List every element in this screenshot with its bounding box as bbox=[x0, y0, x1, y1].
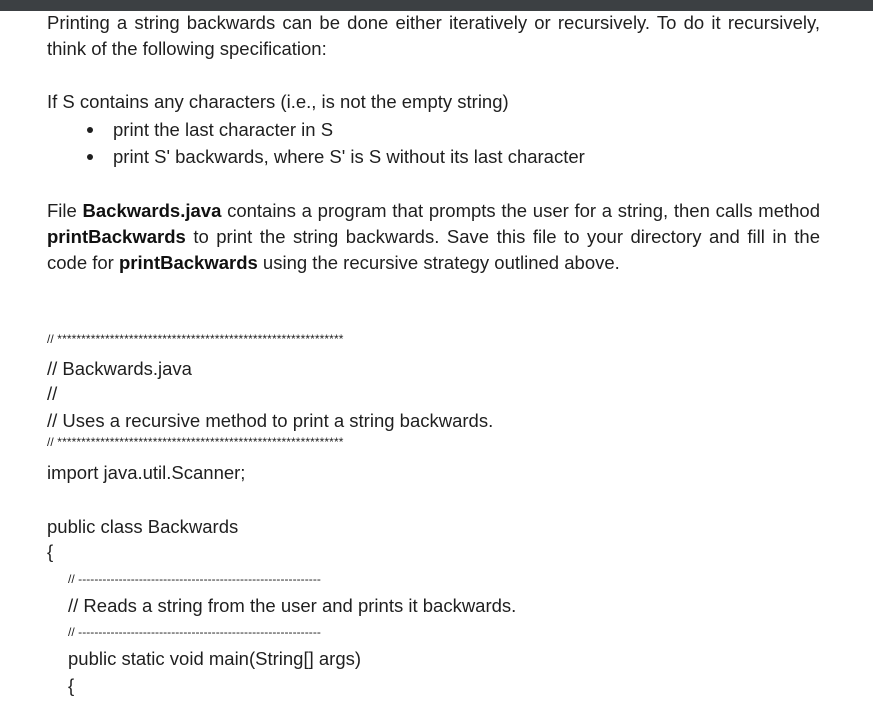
code-comment-blank: // bbox=[47, 383, 58, 404]
code-open-brace: { bbox=[68, 675, 75, 696]
filename-bold: Backwards.java bbox=[82, 200, 222, 221]
code-class-declaration: public class Backwards bbox=[47, 516, 239, 537]
instructions-text: using the recursive strategy outlined above. bbox=[257, 252, 620, 273]
bullet-item bbox=[47, 117, 585, 144]
code-open-brace: { bbox=[47, 541, 54, 562]
code-star-comment-line: // ************************************************************ bbox=[47, 332, 344, 346]
instructions-text: contains a program that prompts the user for a string, then calls method bbox=[221, 200, 820, 221]
code-star-comment-line: // ************************************************************ bbox=[47, 435, 344, 449]
specification-bullet-list bbox=[47, 117, 585, 171]
method-name-bold: printBackwards bbox=[47, 226, 186, 247]
code-comment-reads: // Reads a string from the user and prints it backwards. bbox=[68, 595, 517, 616]
intro-paragraph: Printing a string backwards can be done either iteratively or recursively. To do it recursively, think of the following specification: bbox=[47, 12, 820, 59]
code-dash-comment-line: // ------------------------------------------------------------ bbox=[68, 625, 321, 639]
instructions-paragraph bbox=[47, 198, 820, 276]
code-comment-description: // Uses a recursive method to print a string backwards. bbox=[47, 410, 494, 431]
code-dash-comment-line: // ------------------------------------------------------------ bbox=[68, 572, 321, 586]
instructions-text: File bbox=[47, 200, 83, 221]
bullet-text: print S' backwards, where S' is S without its last character bbox=[113, 146, 585, 167]
bullet-dot-icon bbox=[87, 127, 93, 133]
bullet-text: print the last character in S bbox=[113, 119, 334, 140]
bullet-dot-icon bbox=[87, 154, 93, 160]
code-comment-filename: // Backwards.java bbox=[47, 358, 192, 379]
code-main-declaration: public static void main(String[] args) bbox=[68, 648, 362, 669]
code-import-statement: import java.util.Scanner; bbox=[47, 462, 246, 483]
instructions-text: to print the string backwards. Save this file to your directory and fill in the code for bbox=[47, 226, 820, 273]
bullet-item bbox=[47, 144, 585, 171]
method-name-bold: printBackwards bbox=[119, 252, 258, 273]
specification-condition: If S contains any characters (i.e., is not the empty string) bbox=[47, 91, 509, 112]
